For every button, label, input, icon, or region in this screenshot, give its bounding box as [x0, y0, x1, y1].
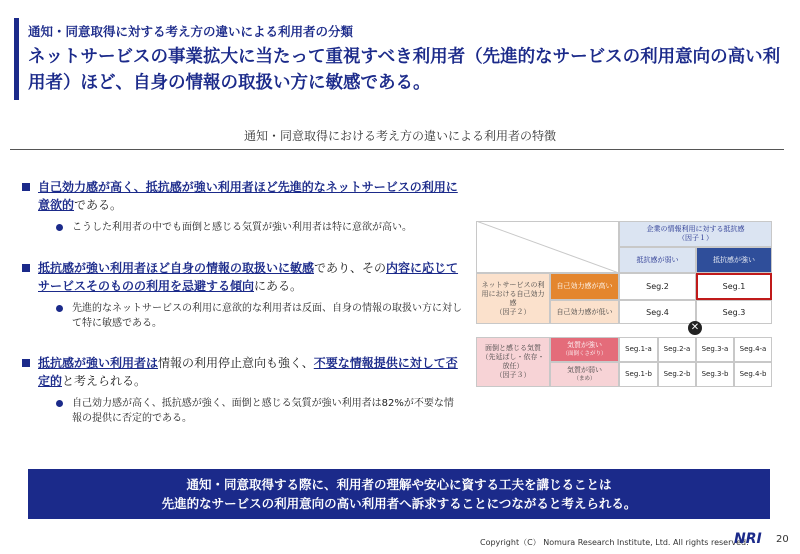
segment-cell-seg3a: Seg.3-a	[696, 337, 734, 362]
page-number: 20	[776, 534, 789, 545]
factor1-header: 企業の情報利用に対する抵抗感 （因子１）	[619, 221, 772, 247]
dot-bullet-icon	[56, 305, 63, 312]
square-bullet-icon	[22, 264, 30, 272]
finding-3-emphasis: 抵抗感が強い利用者は	[38, 356, 159, 370]
finding-2-emphasis: 抵抗感が強い利用者ほど自身の情報の取扱いに敏感	[38, 261, 315, 275]
finding-3-emphasis-2: 不要な情報提供に対して否定的	[38, 356, 458, 388]
finding-1-emphasis: 自己効力感が高く、抵抗感が強い利用者ほど先進的なネットサービスの利用に意欲的	[38, 180, 458, 212]
slide-headline: ネットサービスの事業拡大に当たって重視すべき利用者（先進的なサービスの利用意向の高い利用者）ほど、自身の情報の取扱い方に敏感である。	[28, 47, 781, 93]
dot-bullet-icon	[56, 224, 63, 231]
square-bullet-icon	[22, 359, 30, 367]
factor1-high-header: 抵抗感が強い	[696, 247, 772, 273]
segment-cell-seg2b: Seg.2-b	[658, 362, 696, 387]
segment-cell-seg1a: Seg.1-a	[619, 337, 658, 362]
conclusion-box	[28, 469, 770, 519]
conclusion-line-1: 通知・同意取得する際に、利用者の理解や安心に資する工夫を講じることは	[186, 477, 612, 492]
finding-2: 抵抗感が強い利用者ほど自身の情報の取扱いに敏感であり、その内容に応じてサービスそのものの利用を忌避する傾向にある。 先進的なネットサービスの利用に意欲的な利用者は反面、自身の情報の取扱い方に対して特に敏感である。	[22, 259, 462, 331]
cross-icon: ✕	[688, 321, 702, 335]
factor2-label: ネットサービスの利用における自己効力感 （因子２）	[476, 273, 550, 324]
factor3-label: 面倒と感じる気質 （先延ばし・依存・放任） （因子３）	[476, 337, 550, 387]
segment-cell-seg4a: Seg.4-a	[734, 337, 772, 362]
finding-2-emphasis-2: 内容に応じてサービスそのものの利用を忌避する傾向	[38, 261, 459, 293]
factor2-low-label: 自己効力感が低い	[550, 300, 619, 324]
nri-logo: NRI	[734, 531, 762, 547]
finding-1-text: である。	[74, 198, 123, 212]
section-divider	[10, 149, 784, 150]
finding-3: 抵抗感が強い利用者は情報の利用停止意向も強く、不要な情報提供に対して否定的と考えられる。 自己効力感が高く、抵抗感が強く、面倒と感じる気質が強い利用者は82%が不要な情報の提供に否定的である。	[22, 354, 462, 426]
segment-cell-seg3: Seg.3	[696, 300, 772, 324]
factor3-high-label: 気質が強い （面倒くさがり）	[550, 337, 619, 362]
title-accent-bar	[14, 18, 19, 100]
factor2-high-label: 自己効力感が高い	[550, 273, 619, 300]
dot-bullet-icon	[56, 400, 63, 407]
segment-cell-seg4b: Seg.4-b	[734, 362, 772, 387]
factor3-low-label: 気質が弱い （まめ）	[550, 362, 619, 387]
segment-cell-seg4: Seg.4	[619, 300, 696, 324]
factor1-low-header: 抵抗感が弱い	[619, 247, 696, 273]
square-bullet-icon	[22, 183, 30, 191]
segment-cell-seg1b: Seg.1-b	[619, 362, 658, 387]
segment-cell-seg2a: Seg.2-a	[658, 337, 696, 362]
finding-1-detail: こうした利用者の中でも面倒と感じる気質が強い利用者は特に意欲が高い。	[22, 220, 462, 235]
matrix-corner-diagonal	[476, 221, 619, 273]
finding-2-detail: 先進的なネットサービスの利用に意欲的な利用者は反面、自身の情報の取扱い方に対して特に敏感である。	[22, 301, 462, 331]
segment-cell-seg2: Seg.2	[619, 273, 696, 300]
section-title: 通知・同意取得における考え方の違いによる利用者の特徴	[243, 129, 556, 143]
finding-3-detail: 自己効力感が高く、抵抗感が強く、面倒と感じる気質が強い利用者は82%が不要な情報の提供に否定的である。	[22, 396, 462, 426]
copyright: Copyright（C） Nomura Research Institute, Ltd. All rights reserved.	[480, 538, 749, 547]
slide-kicker: 通知・同意取得に対する考え方の違いによる利用者の分類	[28, 24, 354, 39]
conclusion-line-2: 先進的なサービスの利用意向の高い利用者へ訴求することにつながると考えられる。	[161, 496, 637, 511]
findings-list	[22, 178, 462, 426]
segment-cell-seg1: Seg.1	[696, 273, 772, 300]
finding-1	[22, 178, 462, 235]
segment-cell-seg3b: Seg.3-b	[696, 362, 734, 387]
